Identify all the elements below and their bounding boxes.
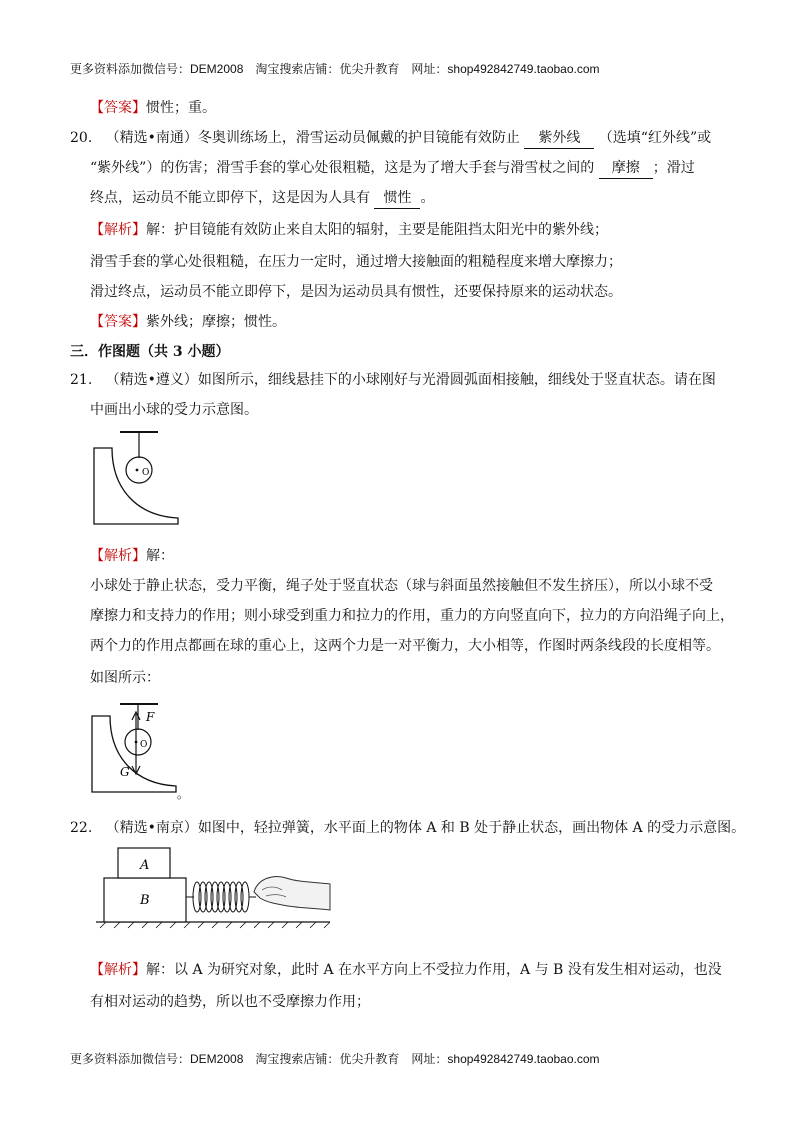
force-g-label: G	[120, 765, 130, 779]
spring	[186, 882, 256, 912]
q22-analysis-1	[90, 960, 722, 980]
ground-hatching	[100, 922, 330, 928]
analysis-tag: 【解析】	[90, 548, 146, 564]
question-number: 21.	[70, 372, 93, 388]
q20-text: ；滑过	[652, 160, 695, 176]
q21-analysis-3: 两个力的作用点都画在球的重心上，这两个力是一对平衡力，大小相等，作图时两条线段的长度相等。	[90, 638, 720, 654]
header-wechat: 更多资料添加微信号：DEM2008	[70, 62, 244, 76]
hand-icon	[254, 877, 330, 910]
answer-text: 紫外线；摩擦；惯性。	[146, 314, 286, 330]
q21-text: （精选•遵义）如图所示，细线悬挂下的小球刚好与光滑圆弧面相接触，细线处于竖直状态。请在图	[105, 372, 716, 388]
q22-figure	[94, 842, 334, 932]
footer-site: 网址：shop492842749.taobao.com	[411, 1052, 600, 1066]
center-label: O	[142, 468, 150, 478]
answer-text: 惯性；重。	[146, 100, 216, 116]
q20-line3	[90, 188, 434, 209]
analysis-tag: 【解析】	[90, 962, 146, 978]
analysis-text: 解：护目镜能有效防止来自太阳的辐射，主要是能阻挡太阳光中的紫外线；	[146, 222, 608, 238]
question-number: 20.	[70, 130, 93, 146]
answer-19	[90, 98, 216, 118]
block-b-label: B	[140, 893, 150, 908]
q20-text: （精选•南通）冬奥训练场上，滑雪运动员佩戴的护目镜能有效防止	[105, 130, 520, 146]
figure-end-mark: 。	[177, 787, 190, 800]
ball-center	[135, 741, 138, 744]
answer-tag: 【答案】	[90, 100, 146, 116]
analysis-tag: 【解析】	[90, 222, 146, 238]
q20-blank3: 惯性	[374, 188, 420, 209]
q20-text: “紫外线”）的伤害；滑雪手套的掌心处很粗糙，这是为了增大手套与滑雪杖之间的	[90, 160, 595, 176]
block-a-label: A	[140, 858, 150, 873]
q21-analysis-4: 如图所示：	[90, 670, 160, 686]
answer-tag: 【答案】	[90, 314, 146, 330]
arc-block	[94, 448, 178, 524]
q21-analysis-2: 摩擦力和支持力的作用；则小球受到重力和拉力的作用，重力的方向竖直向下，拉力的方向沿绳子向上，	[90, 608, 734, 624]
page-header	[70, 60, 612, 77]
q21-analysis-0	[90, 546, 174, 566]
footer-shop: 淘宝搜索店铺：优尖升教育	[255, 1052, 400, 1066]
q22-analysis-2: 有相对运动的趋势，所以也不受摩擦力作用；	[90, 994, 370, 1010]
center-label: O	[140, 740, 148, 750]
question-number: 22.	[70, 820, 93, 836]
q20-text: 终点，运动员不能立即停下，这是因为人具有	[90, 190, 370, 206]
q22-line1	[70, 818, 745, 838]
q20-answer	[90, 312, 286, 332]
force-f-label: F	[146, 710, 155, 724]
q20-line2	[90, 158, 695, 179]
q20-analysis-2: 滑雪手套的掌心处很粗糙，在压力一定时，通过增大接触面的粗糙程度来增大摩擦力；	[90, 254, 622, 270]
section-title: 三．作图题（共 3 小题）	[70, 344, 230, 360]
q21-figure	[90, 428, 185, 528]
q20-line1	[70, 128, 711, 149]
analysis-text: 解：	[146, 548, 174, 564]
q20-blank1: 紫外线	[524, 128, 594, 149]
ball-center	[136, 469, 139, 472]
q21-answer-figure	[88, 700, 198, 800]
q20-analysis-3: 滑过终点，运动员不能立即停下，是因为运动员具有惯性，还要保持原来的运动状态。	[90, 284, 622, 300]
footer-wechat: 更多资料添加微信号：DEM2008	[70, 1052, 244, 1066]
q20-analysis-1	[90, 220, 608, 240]
q21-line2: 中画出小球的受力示意图。	[90, 402, 258, 418]
header-shop: 淘宝搜索店铺：优尖升教育	[255, 62, 400, 76]
q20-blank2: 摩擦	[599, 158, 653, 179]
q21-analysis-1: 小球处于静止状态，受力平衡，绳子处于竖直状态（球与斜面虽然接触但不发生挤压），所以小球不受	[90, 578, 713, 594]
q20-text: 。	[420, 190, 435, 206]
q22-text: （精选•南京）如图中，轻拉弹簧，水平面上的物体 A 和 B 处于静止状态，画出物体 A 的受力示意图。	[105, 820, 746, 836]
header-site: 网址：shop492842749.taobao.com	[411, 62, 600, 76]
page-footer	[70, 1050, 612, 1067]
q21-line1	[70, 370, 716, 390]
q20-text: （选填“红外线”或	[598, 130, 712, 146]
analysis-text: 解：以 A 为研究对象，此时 A 在水平方向上不受拉力作用，A 与 B 没有发生相对运动，也没	[146, 962, 722, 978]
